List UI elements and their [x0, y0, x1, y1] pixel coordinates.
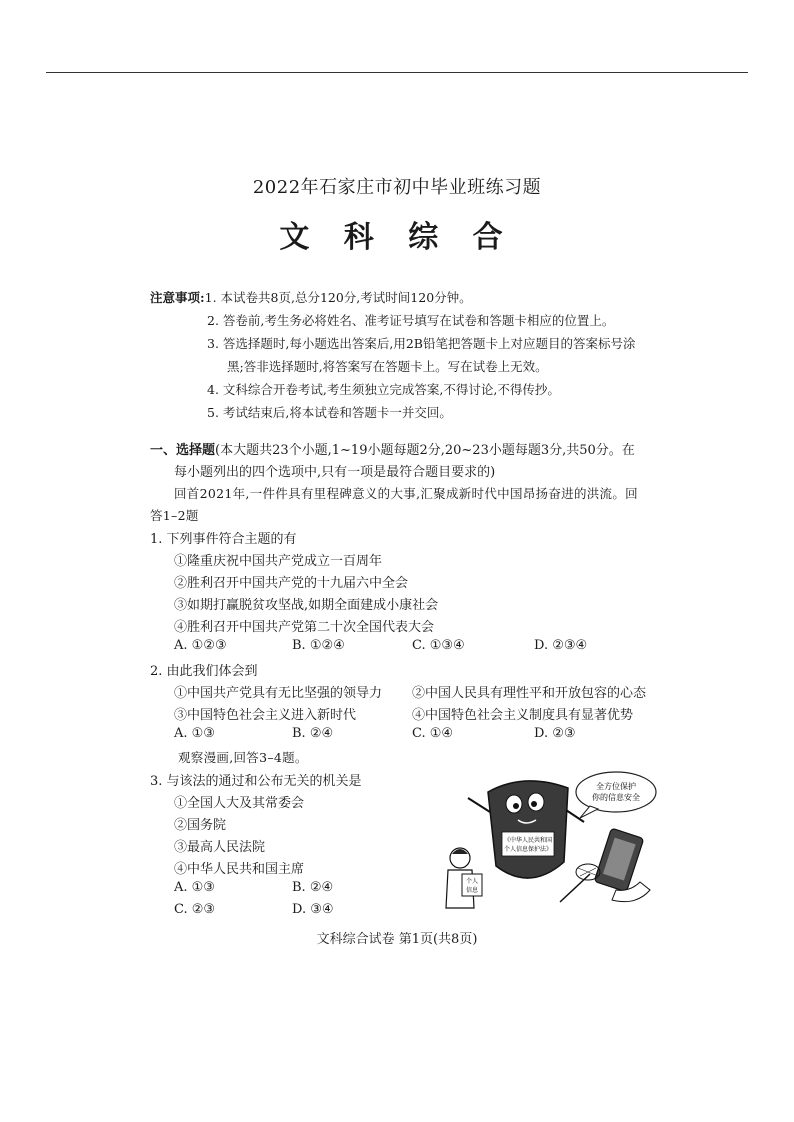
q3-option-b: B. ②④ — [292, 880, 334, 895]
q3-item-4: ④中华人民共和国主席 — [174, 862, 305, 877]
notice-item-3-cont: 黑;答非选择题时,将答案写在答题卡上。写在试卷上无效。 — [227, 359, 548, 374]
section-heading-line — [150, 439, 635, 458]
q3-option-d: D. ③④ — [292, 902, 334, 917]
q3-option-c: C. ②③ — [174, 902, 216, 917]
section-intro-2: 答1–2题 — [150, 508, 199, 523]
q1-item-3: ③如期打赢脱贫攻坚战,如期全面建成小康社会 — [174, 598, 439, 613]
page-footer: 文科综合试卷 第1页(共8页) — [316, 932, 478, 947]
q2-option-d: D. ②③ — [534, 726, 576, 741]
q1-option-b: B. ①②④ — [292, 638, 345, 653]
q3-stem: 3. 与该法的通过和公布无关的机关是 — [150, 774, 362, 789]
bubble-text-1: 全方位保护 — [596, 782, 636, 791]
section-heading: 一、选择题 — [150, 443, 216, 458]
q2-stem: 2. 由此我们体会到 — [150, 664, 258, 679]
section-desc-1: (本大题共23个小题,1~19小题每题2分,20~23小题每题3分,共50分。在 — [215, 443, 635, 458]
top-rule — [46, 72, 748, 73]
q2-option-c: C. ①④ — [412, 726, 454, 741]
q2-item-2: ②中国人民具有理性平和开放包容的心态 — [412, 686, 647, 701]
q2-option-a: A. ①③ — [174, 726, 215, 741]
notice-item-3: 3. 答选择题时,每小题选出答案后,用2B铅笔把答题卡上对应题目的答案标号涂 — [207, 336, 636, 351]
notice-item-5: 5. 考试结束后,将本试卷和答题卡一并交回。 — [207, 405, 452, 420]
q2-item-3: ③中国特色社会主义进入新时代 — [174, 708, 357, 723]
bubble-text-2: 你的信息安全 — [592, 793, 640, 802]
sign-text-1: 个人 — [465, 878, 479, 885]
q3-item-1: ①全国人大及其常委会 — [174, 796, 305, 811]
notice-item-4: 4. 文科综合开卷考试,考生须独立完成答案,不得讨论,不得传抄。 — [207, 382, 560, 397]
shield-text-1: 《中华人民共和国 — [503, 837, 553, 844]
section-intro-1: 回首2021年,一件件具有里程碑意义的大事,汇聚成新时代中国昂扬奋进的洪流。回 — [174, 486, 638, 501]
q1-item-2: ②胜利召开中国共产党的十九届六中全会 — [174, 576, 409, 591]
q1-stem: 1. 下列事件符合主题的有 — [150, 532, 297, 547]
section-desc-2: 每小题列出的四个选项中,只有一项是最符合题目要求的) — [174, 465, 496, 480]
notice-item-1: 1. 本试卷共8页,总分120分,考试时间120分钟。 — [204, 290, 472, 305]
q2-option-b: B. ②④ — [292, 726, 334, 741]
q2-item-4: ④中国特色社会主义制度具有显著优势 — [412, 708, 634, 723]
q1-option-d: D. ②③④ — [534, 638, 588, 653]
q3-item-2: ②国务院 — [174, 818, 227, 833]
q1-item-4: ④胜利召开中国共产党第二十次全国代表大会 — [174, 620, 435, 635]
cartoon-intro: 观察漫画,回答3–4题。 — [178, 750, 308, 765]
q1-item-1: ①隆重庆祝中国共产党成立一百周年 — [174, 554, 383, 569]
exam-title: 文 科 综 合 — [279, 220, 515, 255]
shield-text-2: 个人信息保护法》 — [503, 846, 553, 853]
exam-subtitle: 2022年石家庄市初中毕业班练习题 — [252, 177, 542, 198]
q1-option-a: A. ①②③ — [174, 638, 227, 653]
cartoon-illustration — [440, 762, 660, 910]
q3-option-a: A. ①③ — [174, 880, 215, 895]
q1-option-c: C. ①③④ — [412, 638, 465, 653]
speech-bubble — [576, 772, 656, 812]
notice-item-2: 2. 答卷前,考生务必将姓名、准考证号填写在试卷和答题卡相应的位置上。 — [207, 313, 615, 328]
shield-character — [488, 781, 568, 878]
sign-text-2: 信息 — [465, 887, 479, 894]
q3-item-3: ③最高人民法院 — [174, 840, 266, 855]
q2-item-1: ①中国共产党具有无比坚强的领导力 — [174, 686, 383, 701]
notice-label: 注意事项: — [150, 290, 205, 305]
notice-line-1 — [150, 288, 472, 306]
